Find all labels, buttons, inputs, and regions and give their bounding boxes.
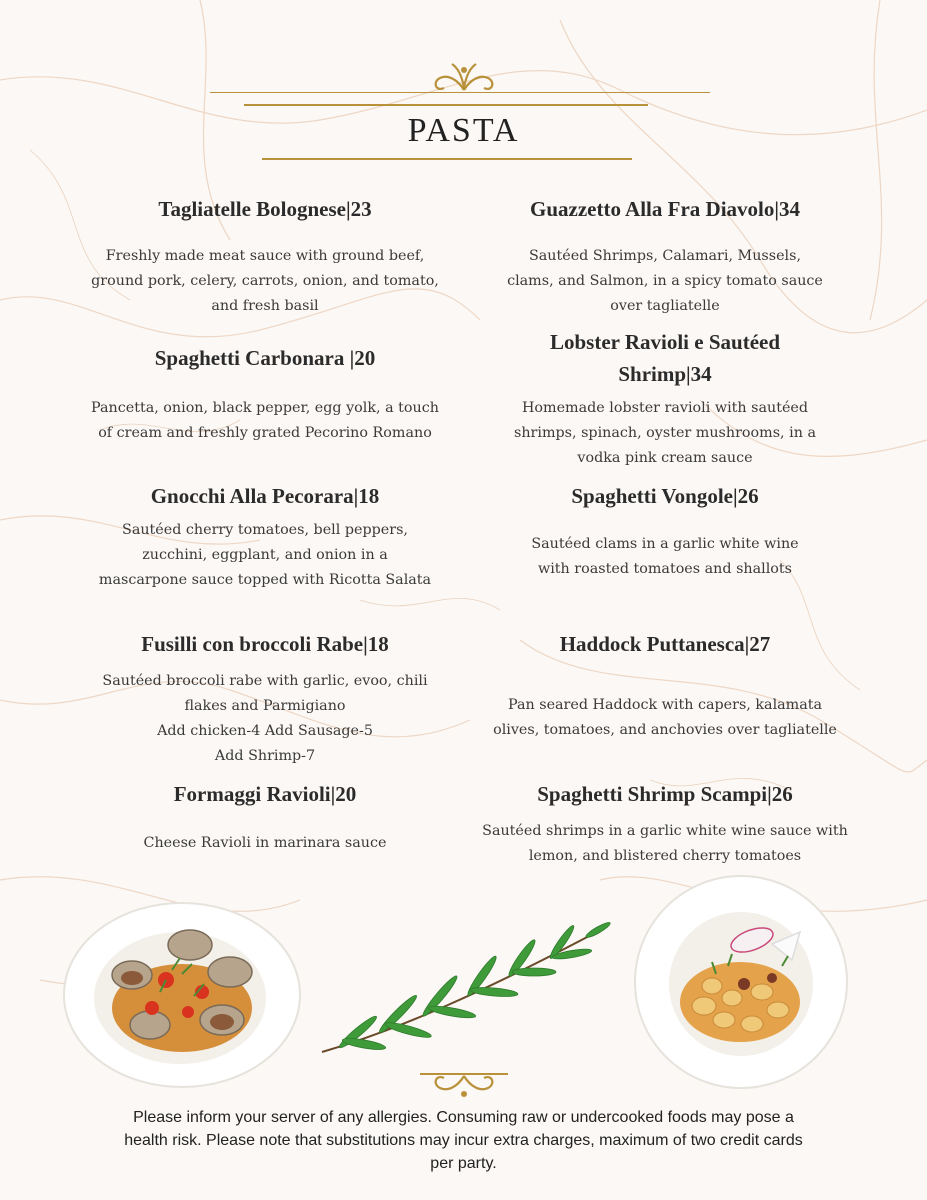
dish-name: Spaghetti Shrimp Scampi|26	[537, 782, 793, 806]
dish-name: Formaggi Ravioli|20	[173, 782, 357, 806]
dish-description: Homemade lobster ravioli with sautéed shrimps, spinach, oyster mushrooms, in a vodka pink cream sauce	[514, 400, 816, 466]
dish-description: Pan seared Haddock with capers, kalamata olives, tomatoes, and anchovies over tagliatelle	[493, 697, 837, 738]
dish-description: Sautéed cherry tomatoes, bell peppers, zucchini, eggplant, and onion in a mascarpone sauce topped with Ricotta Salata	[98, 522, 432, 588]
dish-name: Gnocchi Alla Pecorara|18	[150, 484, 380, 508]
dish-name: Fusilli con broccoli Rabe|18	[141, 632, 389, 656]
title-underline	[262, 158, 632, 160]
dish-name: Guazzetto Alla Fra Diavolo|34	[530, 197, 800, 221]
dish-description: Sautéed clams in a garlic white wine with roasted tomatoes and shallots	[531, 536, 799, 577]
allergy-notice: Please inform your server of any allergies. Consuming raw or undercooked foods may pose a health risk. Please note that substitutions may incur extra charges, maximum of two credit cards per party.	[124, 1109, 803, 1172]
gnocchi-photo	[632, 874, 850, 1090]
ornament-top-icon	[418, 60, 510, 94]
ornament-bottom-icon	[420, 1068, 508, 1100]
dish-description: Cheese Ravioli in marinara sauce	[143, 835, 387, 851]
dish-name: Lobster Ravioli e Sautéed Shrimp|34	[549, 330, 781, 386]
dish-description: Sautéed shrimps in a garlic white wine sauce with lemon, and blistered cherry tomatoes	[482, 823, 848, 864]
rosemary-sprig-icon	[318, 920, 618, 1060]
dish-description: Pancetta, onion, black pepper, egg yolk, a touch of cream and freshly grated Pecorino Romano	[91, 400, 439, 441]
dish-description: Sautéed broccoli rabe with garlic, evoo, chili flakes and Parmigiano Add chicken-4 Add Sausage-5 Add Shrimp-7	[102, 673, 428, 764]
page-title: PASTA	[407, 112, 520, 149]
dish-name: Spaghetti Vongole|26	[571, 484, 759, 508]
dish-name: Spaghetti Carbonara |20	[154, 346, 376, 370]
clam-pasta-photo	[62, 900, 302, 1090]
dish-name: Tagliatelle Bolognese|23	[158, 197, 372, 221]
top-thick-rule	[244, 104, 648, 106]
dish-name: Haddock Puttanesca|27	[559, 632, 771, 656]
dish-description: Sautéed Shrimps, Calamari, Mussels, clams, and Salmon, in a spicy tomato sauce over tagliatelle	[507, 248, 823, 314]
dish-description: Freshly made meat sauce with ground beef, ground pork, celery, carrots, onion, and tomato, and fresh basil	[91, 248, 439, 314]
top-thin-rule	[210, 92, 710, 93]
